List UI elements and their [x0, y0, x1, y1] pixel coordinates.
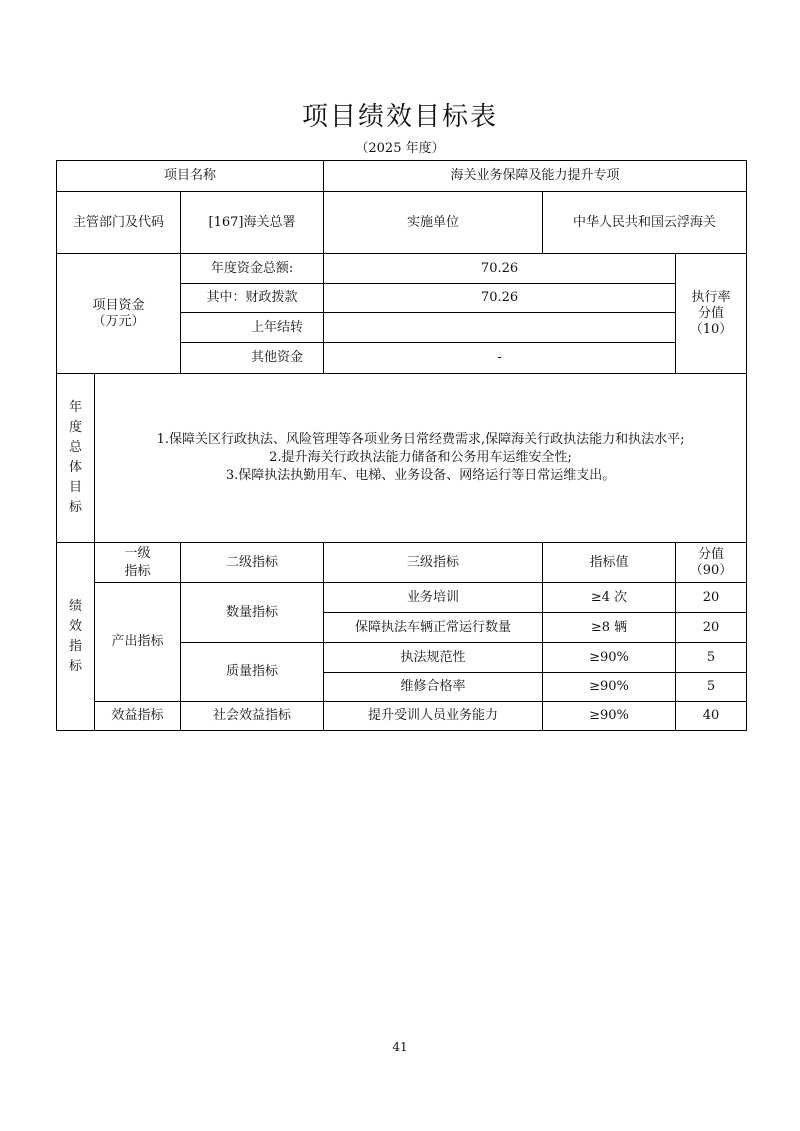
indicator-target: ≥90% [543, 673, 676, 702]
performance-goal-table [56, 160, 747, 731]
annual-goal-content [95, 374, 747, 543]
indicator-item: 保障执法车辆正常运行数量 [324, 613, 543, 643]
indicator-item: 业务培训 [324, 583, 543, 613]
department-label: 主管部门及代码 [57, 192, 181, 254]
fund-row-value: - [324, 343, 676, 374]
implementing-unit-value: 中华人民共和国云浮海关 [543, 192, 747, 254]
fund-row-label: 其中：财政拨款 [181, 284, 324, 313]
department-value: [167]海关总署 [181, 192, 324, 254]
indicator-score: 40 [676, 702, 747, 731]
department-row [57, 192, 747, 254]
indicator-score: 20 [676, 613, 747, 643]
indicator-row [57, 583, 747, 613]
annual-goal-label-text: 年度总体目标 [68, 400, 82, 515]
funds-unit-text: （万元） [92, 313, 145, 329]
level3-header: 三级指标 [324, 543, 543, 583]
annual-goal-label [57, 374, 95, 543]
score-label: 分值 [698, 305, 725, 321]
funds-label-text: 项目资金 [92, 297, 145, 313]
fund-row-label: 上年结转 [181, 313, 324, 343]
indicator-target: ≥4 次 [543, 583, 676, 613]
project-funds-label [57, 254, 181, 374]
indicator-item: 维修合格率 [324, 673, 543, 702]
quality-indicator-label: 质量指标 [181, 643, 324, 702]
fund-row-label: 其他资金 [181, 343, 324, 374]
indicator-item: 执法规范性 [324, 643, 543, 673]
goal-line: 3.保障执法执勤用车、电梯、业务设备、网络运行等日常运维支出。 [225, 468, 616, 483]
level2-header: 二级指标 [181, 543, 324, 583]
execution-score-value: （10） [689, 321, 733, 337]
execution-score-cell [676, 254, 747, 374]
funds-row [57, 254, 747, 284]
indicator-item: 提升受训人员业务能力 [324, 702, 543, 731]
indicator-target: ≥90% [543, 643, 676, 673]
fund-row-value [324, 313, 676, 343]
benefit-indicator-label: 效益指标 [95, 702, 181, 731]
project-name-row [57, 161, 747, 192]
year-subtitle: （2025 年度） [355, 141, 445, 156]
indicators-label [57, 543, 95, 731]
social-benefit-indicator-label: 社会效益指标 [181, 702, 324, 731]
fund-row-label: 年度资金总额: [181, 254, 324, 284]
indicator-score: 20 [676, 583, 747, 613]
output-indicator-label: 产出指标 [95, 583, 181, 702]
indicator-header-row [57, 543, 747, 583]
target-header: 指标值 [543, 543, 676, 583]
goal-line: 2.提升海关行政执法能力储备和公务用车运维安全性; [269, 450, 572, 465]
indicator-target: ≥8 辆 [543, 613, 676, 643]
indicator-score: 5 [676, 643, 747, 673]
score-header: 分值 （90） [676, 543, 747, 583]
goal-line: 1.保障关区行政执法、风险管理等各项业务日常经费需求,保障海关行政执法能力和执法水平; [156, 432, 685, 447]
page-title: 项目绩效目标表 [301, 102, 498, 132]
annual-goal-row [57, 374, 747, 543]
indicators-label-text: 绩效指标 [68, 598, 82, 674]
indicator-target: ≥90% [543, 702, 676, 731]
project-name-value: 海关业务保障及能力提升专项 [324, 161, 747, 192]
quantity-indicator-label: 数量指标 [181, 583, 324, 643]
execution-rate-label: 执行率 [691, 289, 731, 305]
fund-row-value: 70.26 [324, 284, 676, 313]
fund-row-value: 70.26 [324, 254, 676, 284]
indicator-score: 5 [676, 673, 747, 702]
indicator-row [57, 702, 747, 731]
page-number: 41 [392, 1040, 408, 1054]
level1-header: 一级指标 [95, 543, 181, 583]
implementing-unit-label: 实施单位 [324, 192, 543, 254]
project-name-label: 项目名称 [57, 161, 324, 192]
